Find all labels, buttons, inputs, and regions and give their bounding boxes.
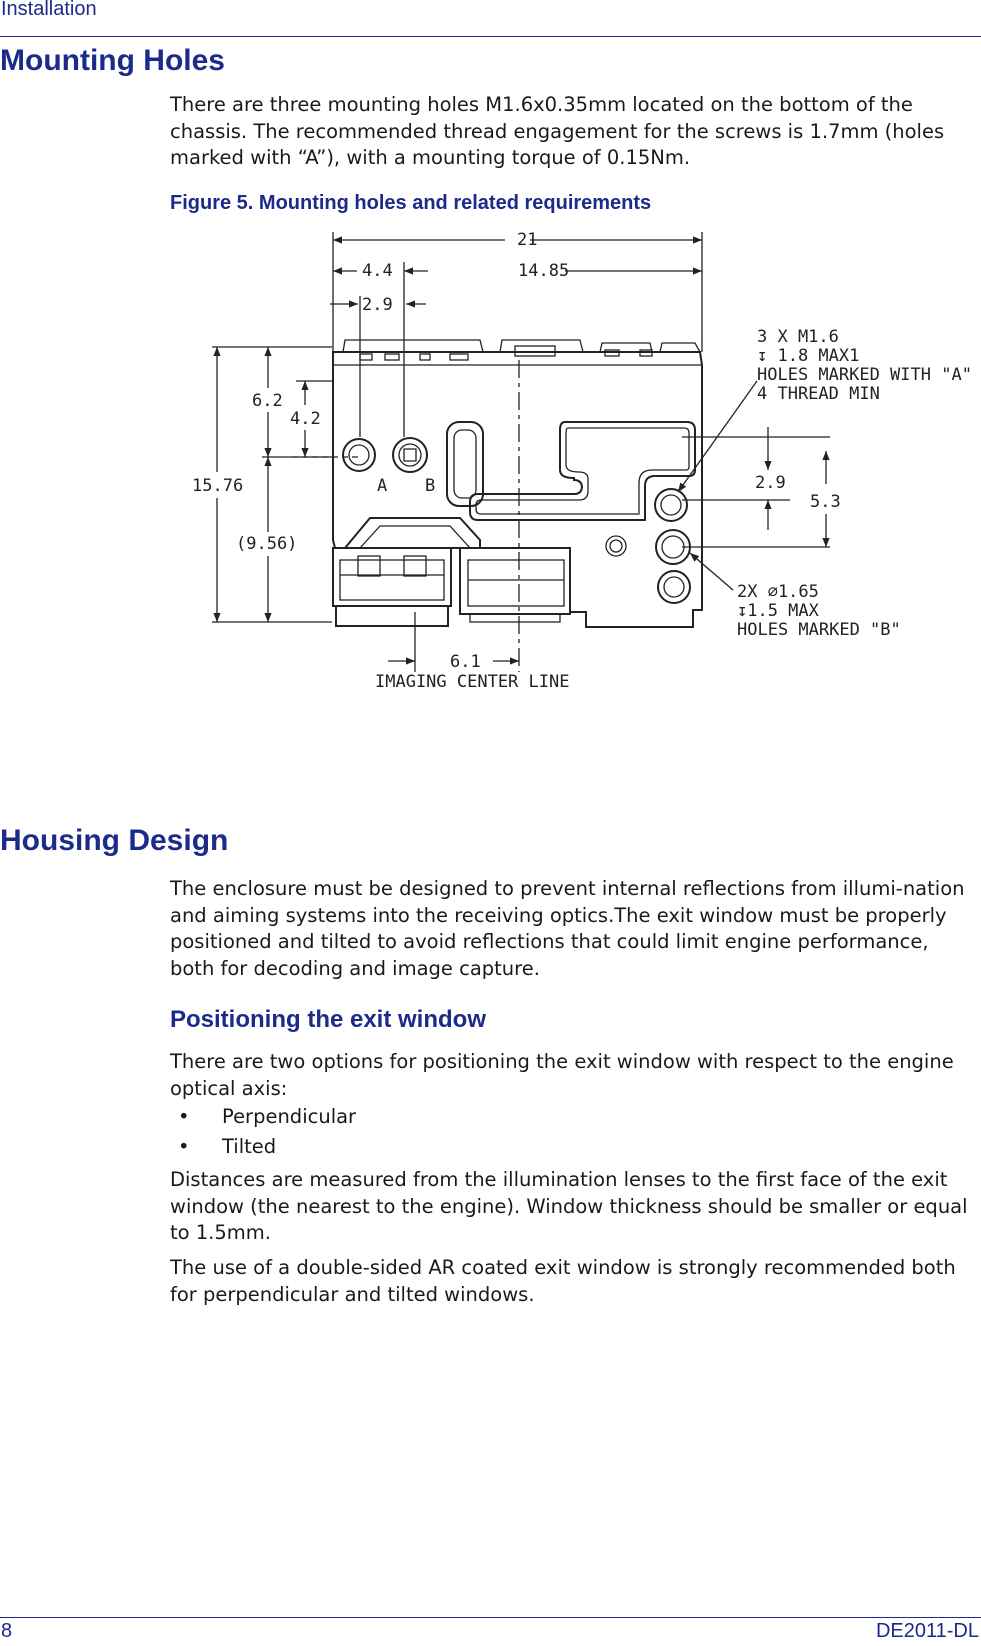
list-item bbox=[170, 1104, 356, 1130]
heading-housing-design: Housing Design bbox=[0, 824, 229, 857]
note-a-line-2: ↧ 1.8 MAX1 bbox=[757, 346, 860, 366]
dim-6-2: 6.2 bbox=[252, 391, 283, 411]
dim-6-1: 6.1 bbox=[450, 652, 481, 672]
dim-15-76: 15.76 bbox=[192, 476, 244, 496]
dim-4-2: 4.2 bbox=[290, 409, 321, 429]
dim-2-9-top: 2.9 bbox=[362, 295, 393, 315]
note-b-line-1: 2X ∅1.65 bbox=[737, 582, 819, 602]
label-hole-b: B bbox=[425, 476, 436, 496]
bullet-marker: • bbox=[178, 1135, 190, 1158]
option-perpendicular: Perpendicular bbox=[222, 1105, 357, 1128]
dim-2-9-right: 2.9 bbox=[755, 473, 786, 493]
footer-rule bbox=[0, 1617, 981, 1618]
heading-positioning-exit-window: Positioning the exit window bbox=[170, 1006, 486, 1033]
list-item bbox=[170, 1134, 276, 1160]
figure-caption: Figure 5. Mounting holes and related requirements bbox=[170, 192, 652, 214]
distances-paragraph: Distances are measured from the illumination lenses to the first face of the exit window (the nearest to the engine). Window thickness should be smaller or equal to 1.5mm. bbox=[170, 1168, 968, 1244]
note-b-line-3: HOLES MARKED "B" bbox=[737, 620, 901, 640]
coating-paragraph: The use of a double-sided AR coated exit window is strongly recommended both for perpendicular and tilted windows. bbox=[170, 1256, 956, 1306]
mounting-paragraph: There are three mounting holes M1.6x0.35mm located on the bottom of the chassis. The recommended thread engagement for the screws is 1.7mm (holes marked with “A”), with a mounting torque of 0.15Nm. bbox=[170, 93, 945, 169]
label-hole-a: A bbox=[377, 476, 388, 496]
bullet-marker: • bbox=[178, 1105, 190, 1128]
running-header: Installation bbox=[1, 0, 97, 20]
imaging-center-line-label: IMAGING CENTER LINE bbox=[375, 672, 570, 692]
mounting-holes-drawing bbox=[180, 222, 980, 692]
note-b-line-2: ↧1.5 MAX bbox=[737, 601, 819, 621]
dim-14-85: 14.85 bbox=[518, 261, 570, 281]
note-a-line-4: 4 THREAD MIN bbox=[757, 384, 880, 404]
positioning-intro: There are two options for positioning the exit window with respect to the engine optical axis: bbox=[170, 1050, 954, 1100]
page-number: 8 bbox=[1, 1620, 13, 1642]
dim-21: 21 bbox=[517, 230, 538, 250]
dim-9-56: (9.56) bbox=[236, 534, 298, 554]
dim-5-3: 5.3 bbox=[810, 492, 841, 512]
housing-paragraph: The enclosure must be designed to prevent internal reflections from illumi-nation and aiming systems into the receiving optics.The exit window must be properly positioned and tilted to avoid reflections that could limit engine performance, both for decoding and image capture. bbox=[170, 877, 965, 980]
note-a-line-3: HOLES MARKED WITH "A" bbox=[757, 365, 972, 385]
heading-mounting-holes: Mounting Holes bbox=[0, 44, 225, 77]
header-rule bbox=[0, 36, 981, 37]
dim-4-4: 4.4 bbox=[362, 261, 393, 281]
note-a-line-1: 3 X M1.6 bbox=[757, 327, 839, 347]
document-id: DE2011-DL bbox=[875, 1620, 979, 1642]
option-tilted: Tilted bbox=[222, 1135, 277, 1158]
